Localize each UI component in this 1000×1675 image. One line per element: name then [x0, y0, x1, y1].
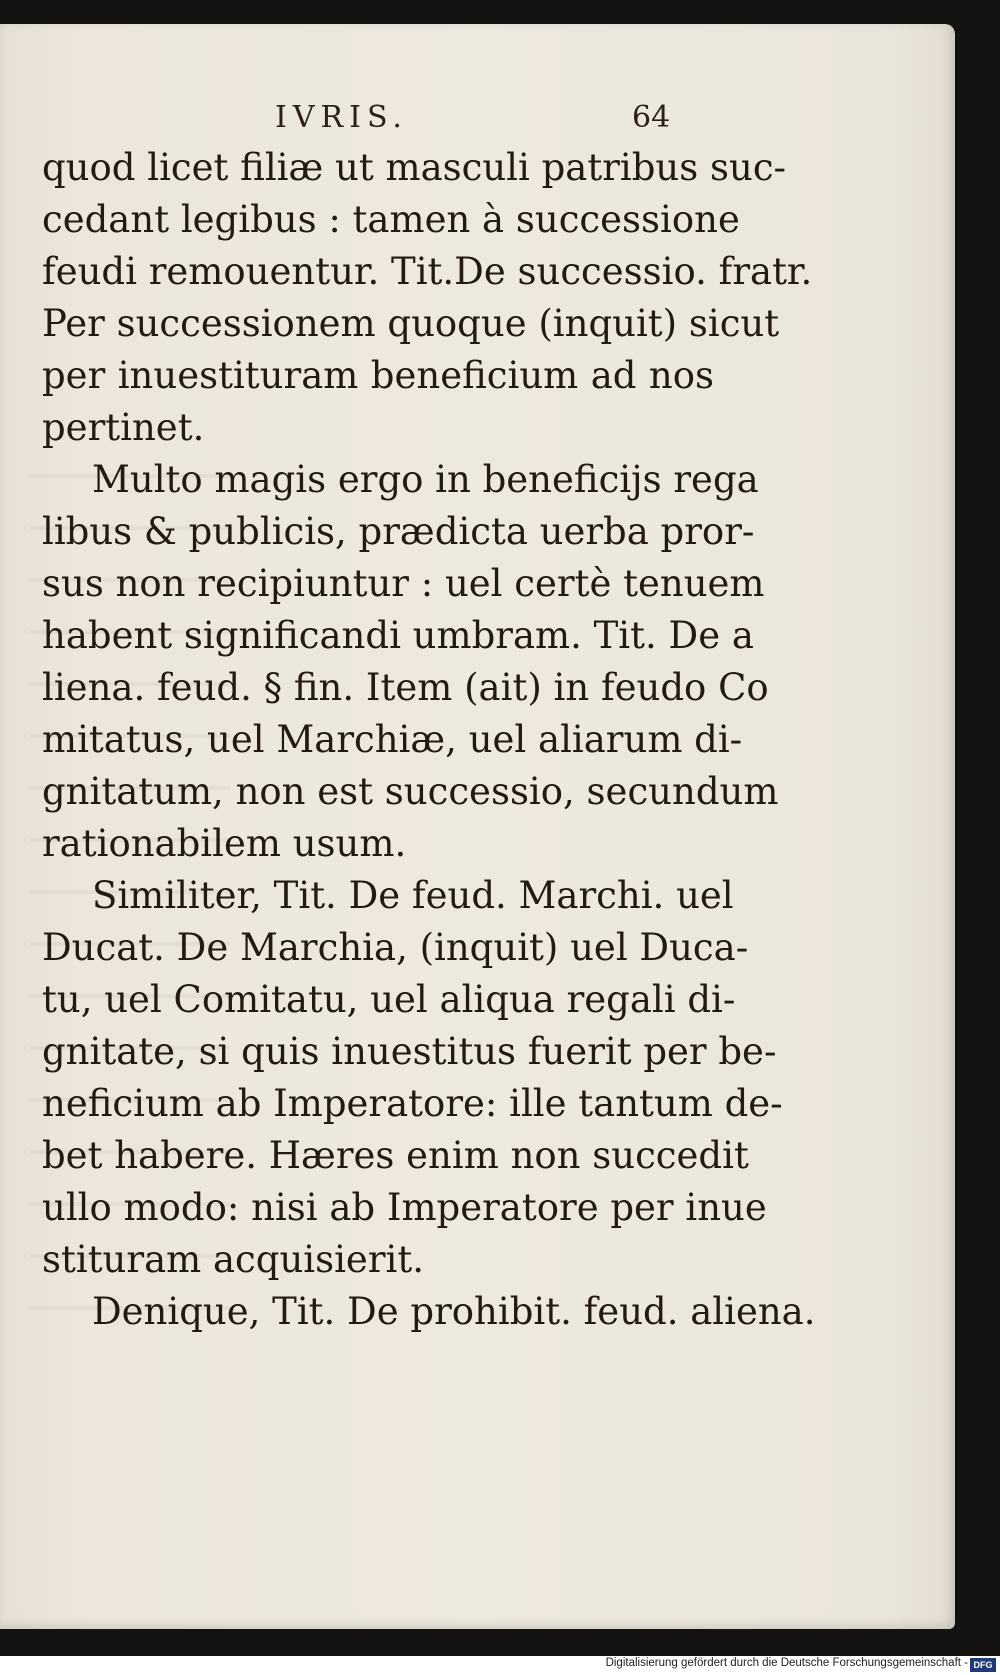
text-line: cedant legibus : tamen à successione: [42, 198, 740, 241]
text-line: Ducat. De Marchia, (inquit) uel Duca-: [42, 926, 749, 969]
text-line: tu, uel Comitatu, uel aliqua regali di-: [42, 978, 736, 1021]
text-line: feudi remouentur. Tit.De successio. fratr.: [42, 250, 813, 293]
text-line: gnitatum, non est successio, secundum: [42, 770, 779, 813]
text-line: Multo magis ergo in beneficijs rega: [92, 458, 759, 501]
text-line: habent significandi umbram. Tit. De a: [42, 614, 754, 657]
text-line: sus non recipiuntur : uel certè tenuem: [42, 562, 765, 605]
page-number: 64: [632, 100, 671, 135]
text-line: Similiter, Tit. De feud. Marchi. uel: [92, 874, 734, 917]
dfg-logo: DFG: [970, 1658, 996, 1672]
text-line: Per successionem quoque (inquit) sicut: [42, 302, 780, 345]
page-header: [0, 100, 955, 140]
text-line: Denique, Tit. De prohibit. feud. aliena.: [92, 1290, 816, 1333]
body-text: [42, 142, 816, 1338]
text-line: liena. feud. § fin. Item (ait) in feudo Co: [42, 666, 769, 709]
running-head: IVRIS.: [275, 100, 408, 135]
text-line: per inuestituram beneficium ad nos: [42, 354, 714, 397]
text-line: neficium ab Imperatore: ille tantum de-: [42, 1082, 783, 1125]
text-line: libus & publicis, prædicta uerba pror-: [42, 510, 755, 553]
text-line: pertinet.: [42, 406, 205, 449]
text-line: stituram acquisierit.: [42, 1238, 424, 1281]
text-line: quod licet filiæ ut masculi patribus suc-: [42, 146, 787, 189]
text-line: mitatus, uel Marchiæ, uel aliarum di-: [42, 718, 743, 761]
text-line: rationabilem usum.: [42, 822, 407, 865]
digitization-credit: Digitalisierung gefördert durch die Deutsche Forschungsgemeinschaft -: [605, 1657, 968, 1669]
text-line: gnitate, si quis inuestitus fuerit per be-: [42, 1030, 777, 1073]
text-line: bet habere. Hæres enim non succedit: [42, 1134, 749, 1177]
text-line: ullo modo: nisi ab Imperatore per inue: [42, 1186, 767, 1229]
